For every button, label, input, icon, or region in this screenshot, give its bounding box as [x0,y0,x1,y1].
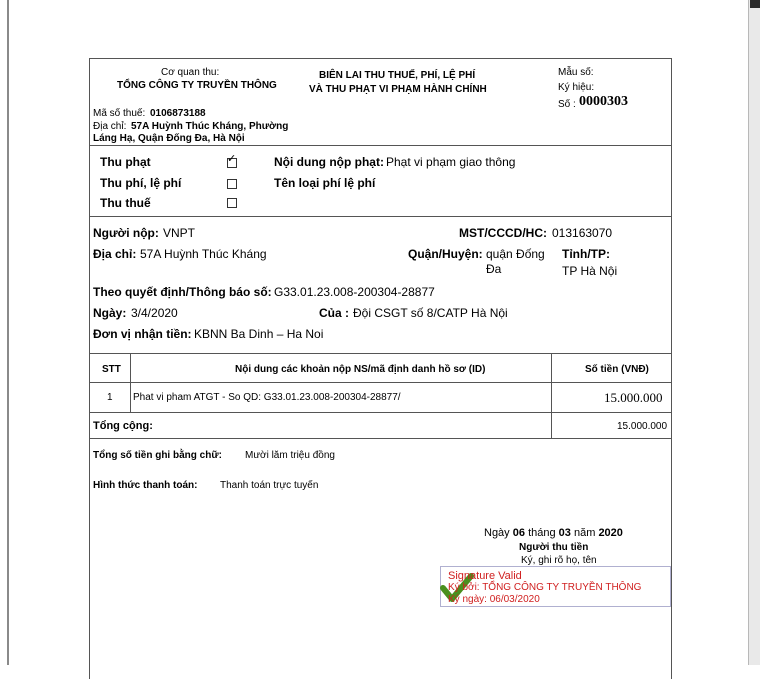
divider [90,438,671,439]
payer-address-label: Địa chỉ: [93,247,137,261]
table-col-divider [551,353,552,438]
amount-in-words-label: Tổng số tiền ghi bằng chữ: [93,450,222,461]
type-fee-label: Thu phí, lệ phí [100,176,182,190]
row-amount: 15.000.000 [604,390,663,405]
form-number-label: Mẫu số: [558,67,594,78]
district-label: Quận/Huyện: [408,247,483,261]
payer-id-label: MST/CCCD/HC: [459,226,547,240]
row-content: Phat vi pham ATGT - So QD: G33.01.23.008-200304-28877/ [133,392,401,403]
district-value-line2: Đa [486,262,502,276]
signer-label: Ký bởi: [448,582,480,593]
receipt-number: 0000303 [579,94,628,109]
type-tax-label: Thu thuế [100,196,151,210]
type-tax-checkbox[interactable] [227,198,237,208]
signer-value: TỔNG CÔNG TY TRUYỀN THÔNG [482,582,642,593]
content-label: Nội dung nộp phạt: [274,155,384,169]
receipt-title-line1: BIÊN LAI THU THUẾ, PHÍ, LỆ PHÍ [319,70,476,81]
divider [90,145,671,146]
payment-method-value: Thanh toán trực tuyến [220,480,319,491]
digital-signature-box[interactable] [440,566,671,607]
table-top-rule [90,353,671,354]
payer-name-value: VNPT [163,226,196,240]
divider [90,216,671,217]
signature-status: Signature Valid [448,570,522,582]
receipt-title-line2: VÀ THU PHẠT VI PHẠM HÀNH CHÍNH [309,84,487,95]
table-row-rule [90,412,671,413]
symbol-label: Ký hiệu: [558,82,595,93]
agency-address-line1: 57A Huỳnh Thúc Kháng, Phường [131,121,289,132]
receiver-label: Đơn vị nhận tiền: [93,327,192,341]
col-header-stt: STT [102,364,121,375]
sign-hint: Ký, ghi rõ họ, tên [521,555,597,566]
type-fee-checkbox[interactable] [227,179,237,189]
sign-date-prefix: Ngày [484,527,510,539]
receipt-number-label: Số : [558,99,576,110]
signed-date-value: 06/03/2020 [489,594,540,605]
tax-code-label: Mã số thuế: [93,108,146,119]
sign-date [484,527,623,539]
sign-month: 03 [558,527,571,539]
receiver-value: KBNN Ba Dinh – Ha Noi [194,327,324,341]
agency-address-label: Địa chỉ: [93,121,127,132]
fee-type-label: Tên loại phí lệ phí [274,176,376,190]
date-value: 3/4/2020 [131,306,178,320]
collector-label: Người thu tiền [519,542,589,553]
signer-line [448,582,641,593]
signed-date-label: Ký ngày: [448,594,487,605]
sign-year-label: năm [573,527,596,539]
check-icon: ✓ [227,153,237,165]
district-value-line1: quận Đống [486,247,545,261]
sign-month-label: tháng [528,527,556,539]
content-value: Phạt vi phạm giao thông [386,155,516,169]
province-label: Tỉnh/TP: [562,247,610,261]
col-header-amount: Số tiền (VNĐ) [585,364,649,375]
agency-address-line2: Láng Hạ, Quận Đống Đa, Hà Nội [93,133,245,144]
total-label: Tổng cộng: [93,420,153,432]
type-fine-checkbox[interactable] [227,153,237,168]
table-header-rule [90,382,671,383]
tax-code-value: 0106873188 [150,108,206,119]
decision-value: G33.01.23.008-200304-28877 [274,285,435,299]
payer-id-value: 013163070 [552,226,613,240]
payment-method-label: Hình thức thanh toán: [93,480,198,491]
sign-day: 06 [512,527,525,539]
issuer-value: Đội CSGT số 8/CATP Hà Nội [353,306,508,320]
viewer-scrollbar[interactable] [748,0,760,665]
col-header-content: Nội dung các khoản nộp NS/mã định danh hồ sơ (ID) [235,364,486,375]
type-fine-label: Thu phạt [100,155,151,169]
viewer-left-edge [0,0,9,665]
amount-in-words-value: Mười lăm triệu đồng [245,450,335,461]
decision-label: Theo quyết định/Thông báo số: [93,285,272,299]
date-label: Ngày: [93,306,127,320]
sign-year: 2020 [598,527,623,539]
agency-label: Cơ quan thu: [161,67,220,78]
agency-name: TỔNG CÔNG TY TRUYỀN THÔNG [117,80,277,91]
row-stt: 1 [107,392,113,403]
issuer-label: Của : [319,306,349,320]
viewer-corner [750,0,760,8]
province-value: TP Hà Nội [562,264,618,278]
total-value: 15.000.000 [617,421,668,432]
signed-date-line [448,594,540,605]
payer-name-label: Người nộp: [93,226,159,240]
payer-address-value: 57A Huỳnh Thúc Kháng [140,247,267,261]
